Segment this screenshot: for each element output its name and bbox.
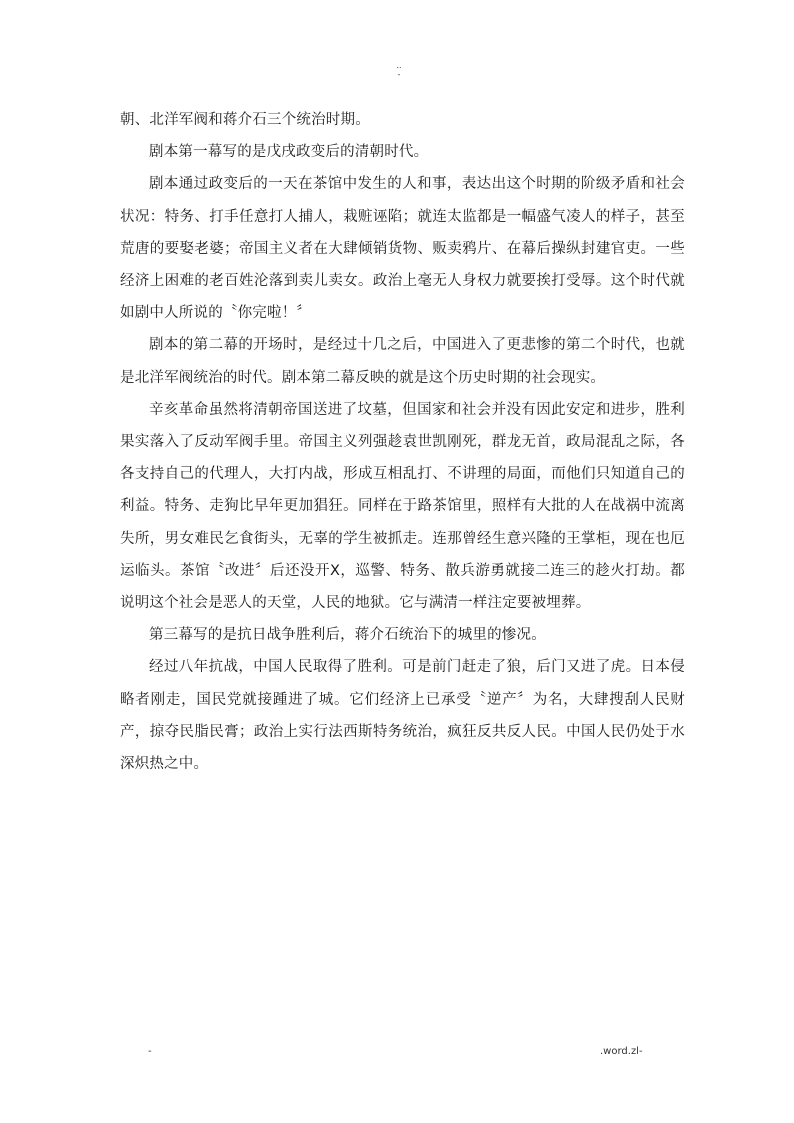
document-body — [120, 104, 685, 780]
header-dots: .. — [396, 61, 402, 70]
paragraph-5: 辛亥革命虽然将清朝帝国送进了坟墓，但国家和社会并没有因此安定和进步，胜利果实落入了反动军阀手里。帝国主义列强趁袁世凯刚死，群龙无首，政局混乱之际，各各支持自己的代理人，大打内战，形成互相乱打、不讲理的局面，而他们只知道自己的利益。特务、走狗比早年更加猖狂。同样在于路茶馆里，照样有大批的人在战祸中流离失所，男女难民乞食街头，无辜的学生被抓走。连那曾经生意兴隆的王掌柜，现在也厄运临头。茶馆〝改进〞后还没开X，巡警、特务、散兵游勇就接二连三的趁火打劫。都说明这个社会是恶人的天堂，人民的地狱。它与满清一样注定要被埋葬。 — [120, 401, 685, 612]
paragraph-4: 剧本的第二幕的开场时，是经过十几之后，中国进入了更悲惨的第二个时代，也就是北洋军阀统治的时代。剧本第二幕反映的就是这个历史时期的社会现实。 — [120, 337, 685, 386]
paragraph-1: 朝、北洋军阀和蒋介石三个统治时期。 — [120, 112, 370, 128]
header-mark — [392, 62, 406, 80]
footer-left-mark: - — [148, 1046, 152, 1057]
header-dash: - — [397, 70, 401, 79]
paragraph-6: 第三幕写的是抗日战争胜利后，蒋介石统治下的城里的惨况。 — [149, 627, 546, 644]
footer-watermark: .word.zl- — [600, 1046, 643, 1057]
paragraph-7: 经过八年抗战，中国人民取得了胜利。可是前门赶走了狼，后门又进了虎。日本侵略者刚走，国民党就接踵进了城。它们经济上已承受〝逆产〞为名，大肆搜刮人民财产，掠夺民脂民膏；政治上实行法西斯特务统治，疯狂反共反人民。中国人民仍处于水深炽热之中。 — [120, 659, 685, 773]
paragraph-3: 剧本通过政变后的一天在茶馆中发生的人和事，表达出这个时期的阶级矛盾和社会状况：特务、打手任意打人捕人，栽赃诬陷；就连太监都是一幅盛气凌人的样子，甚至荒唐的要娶老婆；帝国主义者在大肆倾销货物、贩卖鸦片、在幕后操纵封建官吏。一些经济上困难的老百姓沦落到卖儿卖女。政治上毫无人身权力就要挨打受辱。这个时代就如剧中人所说的〝你完啦！〞 — [120, 176, 685, 322]
paragraph-2: 剧本第一幕写的是戊戌政变后的清朝时代。 — [149, 144, 429, 161]
